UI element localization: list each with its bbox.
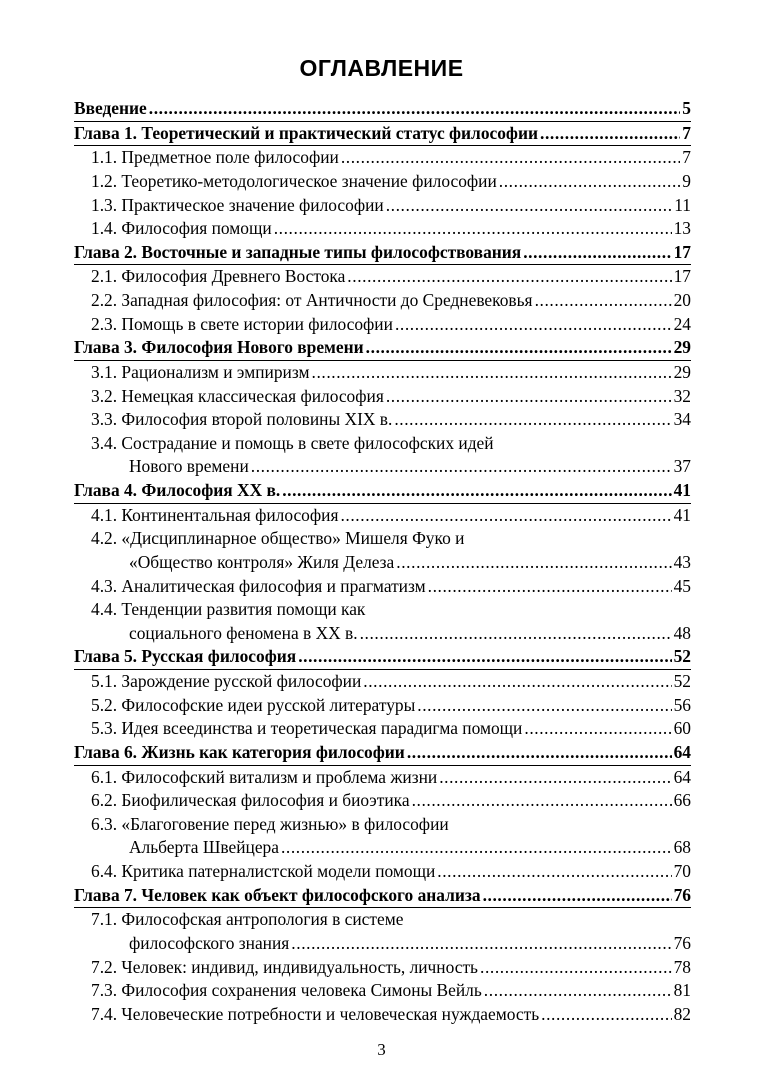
toc-entry-page: 11	[674, 194, 691, 215]
toc-entry-page: 9	[682, 170, 691, 191]
toc-entry-title: 7.3. Философия сохранения человека Симоны Вейль	[91, 980, 482, 1001]
dot-leader	[499, 170, 681, 194]
toc-entry-title: 7.4. Человеческие потребности и человеческая нуждаемость	[91, 1003, 540, 1024]
toc-entry-page: 43	[673, 551, 691, 572]
toc-entry-title: Нового времени	[129, 456, 249, 477]
toc-section-entry	[74, 313, 691, 337]
dot-leader	[251, 455, 672, 479]
toc-section-entry	[74, 694, 691, 718]
dot-leader	[282, 479, 671, 503]
dot-leader	[281, 836, 672, 860]
toc-chapter-entry	[74, 97, 691, 122]
toc-entry-page: 78	[673, 956, 691, 977]
toc-section-entry	[74, 194, 691, 218]
toc-entry-title: Глава 3. Философия Нового времени	[74, 337, 364, 358]
dot-leader	[291, 932, 671, 956]
toc-section-entry	[74, 860, 691, 884]
toc-entry-page: 5	[682, 98, 691, 118]
toc-entry-page: 13	[673, 218, 691, 239]
dot-leader	[540, 122, 680, 146]
dot-leader	[341, 146, 680, 170]
toc-entry-page: 7	[682, 147, 691, 168]
toc-entry-page: 52	[673, 671, 691, 691]
toc-section-entry	[74, 551, 691, 575]
toc-entry-title: 2.3. Помощь в свете истории философии	[91, 313, 393, 334]
toc-entry-page: 81	[673, 980, 691, 1001]
toc-entry-page: 52	[673, 646, 691, 667]
toc-entry-page: 32	[673, 385, 691, 406]
toc-section-entry	[74, 146, 691, 170]
toc-entry-title: 3.2. Немецкая классическая философия	[91, 385, 384, 406]
toc-entry-title: Глава 7. Человек как объект философского анализа	[74, 884, 481, 905]
toc-entry-title: 1.3. Практическое значение философии	[91, 194, 384, 215]
toc-chapter-entry	[74, 336, 691, 361]
toc-chapter-entry	[74, 741, 691, 766]
toc-entry-title: 5.3. Идея всеединства и теоретическая парадигма помощи	[91, 718, 523, 739]
dot-leader	[439, 766, 671, 790]
toc-entry-page: 17	[673, 266, 691, 287]
table-of-contents	[74, 97, 691, 1026]
toc-chapter-entry	[74, 479, 691, 504]
toc-entry-page: 17	[673, 241, 691, 262]
dot-leader	[340, 504, 671, 528]
dot-leader	[480, 956, 672, 980]
toc-entry-title: Глава 1. Теоретический и практический статус философии	[74, 122, 539, 143]
dot-leader	[366, 336, 672, 360]
toc-entry-page: 56	[673, 694, 691, 715]
toc-entry-page: 64	[673, 766, 691, 787]
dot-leader	[484, 979, 672, 1003]
toc-entry-page: 7	[682, 122, 691, 143]
toc-entry-title: философского знания	[129, 932, 290, 953]
toc-entry-title: 7.2. Человек: индивид, индивидуальность, личность	[91, 956, 478, 977]
toc-section-entry	[74, 979, 691, 1003]
toc-entry-title: 1.4. Философия помощи	[91, 218, 272, 239]
toc-chapter-entry	[74, 884, 691, 909]
toc-entry-page: 60	[673, 718, 691, 739]
toc-entry-title: 1.2. Теоретико-методологическое значение философии	[91, 170, 497, 191]
dot-leader	[347, 265, 671, 289]
toc-chapter-entry	[74, 122, 691, 147]
toc-entry-page: 66	[673, 790, 691, 811]
toc-section-entry	[74, 385, 691, 409]
toc-section-entry	[74, 504, 691, 528]
dot-leader	[394, 408, 671, 432]
toc-entry-title: 2.2. Западная философия: от Античности до Средневековья	[91, 290, 533, 310]
toc-entry-page: 82	[673, 1003, 691, 1024]
toc-section-entry	[74, 670, 691, 694]
toc-section-entry	[74, 217, 691, 241]
toc-section-entry	[74, 432, 691, 456]
toc-entry-title: 4.1. Континентальная философия	[91, 504, 339, 525]
toc-entry-page: 37	[673, 456, 691, 477]
dot-leader	[412, 789, 672, 813]
toc-entry-title: 3.4. Сострадание и помощь в свете философских идей	[91, 432, 494, 453]
toc-section-entry	[74, 836, 691, 860]
dot-leader	[149, 97, 681, 121]
dot-leader	[395, 313, 672, 337]
toc-section-entry	[74, 575, 691, 599]
toc-entry-page: 41	[673, 480, 691, 500]
toc-entry-page: 64	[673, 741, 691, 762]
toc-entry-title: 2.1. Философия Древнего Востока	[91, 266, 346, 287]
toc-entry-title: 6.3. «Благоговение перед жизнью» в философии	[91, 813, 449, 834]
toc-entry-title: 4.4. Тенденции развития помощи как	[91, 599, 366, 620]
toc-entry-title: 6.1. Философский витализм и проблема жизни	[91, 766, 438, 787]
toc-entry-page: 70	[673, 861, 691, 881]
dot-leader	[437, 860, 671, 884]
toc-chapter-entry	[74, 645, 691, 670]
dot-leader	[523, 241, 671, 265]
dot-leader	[363, 670, 671, 694]
toc-entry-page: 20	[673, 290, 691, 310]
toc-entry-title: Глава 6. Жизнь как категория философии	[74, 741, 405, 762]
dot-leader	[407, 741, 672, 765]
dot-leader	[483, 884, 672, 908]
toc-section-entry	[74, 956, 691, 980]
toc-section-entry	[74, 289, 691, 313]
toc-entry-page: 68	[673, 837, 691, 858]
toc-entry-title: 4.2. «Дисциплинарное общество» Мишеля Фуко и	[91, 528, 465, 549]
dot-leader	[386, 194, 673, 218]
dot-leader	[386, 385, 672, 409]
toc-entry-title: 3.3. Философия второй половины XIX в.	[91, 409, 393, 430]
toc-entry-title: 3.1. Рационализм и эмпиризм	[91, 361, 310, 382]
dot-leader	[535, 289, 672, 313]
toc-entry-page: 45	[673, 575, 691, 596]
toc-entry-title: Глава 5. Русская философия	[74, 646, 297, 667]
toc-section-entry	[74, 1003, 691, 1027]
toc-entry-title: 1.1. Предметное поле философии	[91, 147, 339, 168]
toc-entry-title: Глава 4. Философия XX в.	[74, 480, 281, 500]
toc-section-entry	[74, 813, 691, 837]
toc-section-entry	[74, 361, 691, 385]
dot-leader	[428, 575, 672, 599]
toc-entry-title: Введение	[74, 98, 147, 118]
toc-entry-title: Глава 2. Восточные и западные типы философствования	[74, 241, 522, 262]
toc-chapter-entry	[74, 241, 691, 266]
toc-entry-page: 24	[673, 313, 691, 334]
toc-entry-title: 6.4. Критика патерналистской модели помощи	[91, 861, 436, 881]
dot-leader	[417, 694, 671, 718]
dot-leader	[360, 622, 672, 646]
toc-entry-page: 29	[673, 337, 691, 358]
dot-leader	[541, 1003, 671, 1027]
toc-section-entry	[74, 622, 691, 646]
dot-leader	[396, 551, 671, 575]
toc-section-entry	[74, 908, 691, 932]
toc-entry-page: 29	[673, 361, 691, 382]
toc-entry-page: 48	[673, 622, 691, 643]
toc-section-entry	[74, 932, 691, 956]
toc-section-entry	[74, 766, 691, 790]
page-number: 3	[377, 1040, 386, 1059]
toc-section-entry	[74, 717, 691, 741]
toc-entry-page: 76	[673, 932, 691, 953]
toc-entry-page: 76	[673, 884, 691, 905]
toc-entry-title: 5.2. Философские идеи русской литературы	[91, 694, 416, 715]
dot-leader	[312, 361, 672, 385]
page-title: ОГЛАВЛЕНИЕ	[299, 55, 464, 81]
toc-entry-page: 34	[673, 409, 691, 430]
toc-entry-title: 7.1. Философская антропология в системе	[91, 909, 404, 930]
toc-section-entry	[74, 170, 691, 194]
toc-entry-title: социального феномена в XX в.	[129, 622, 358, 643]
toc-entry-page: 41	[673, 504, 691, 525]
dot-leader	[298, 645, 671, 669]
toc-section-entry	[74, 455, 691, 479]
dot-leader	[524, 717, 671, 741]
toc-entry-title: «Общество контроля» Жиля Делеза	[129, 551, 395, 572]
toc-entry-title: 5.1. Зарождение русской философии	[91, 671, 362, 691]
toc-section-entry	[74, 408, 691, 432]
toc-section-entry	[74, 598, 691, 622]
toc-section-entry	[74, 789, 691, 813]
toc-entry-title: 6.2. Биофилическая философия и биоэтика	[91, 790, 410, 811]
toc-section-entry	[74, 527, 691, 551]
toc-entry-title: 4.3. Аналитическая философия и прагматизм	[91, 575, 426, 596]
dot-leader	[274, 217, 672, 241]
toc-section-entry	[74, 265, 691, 289]
toc-entry-title: Альберта Швейцера	[129, 837, 279, 858]
